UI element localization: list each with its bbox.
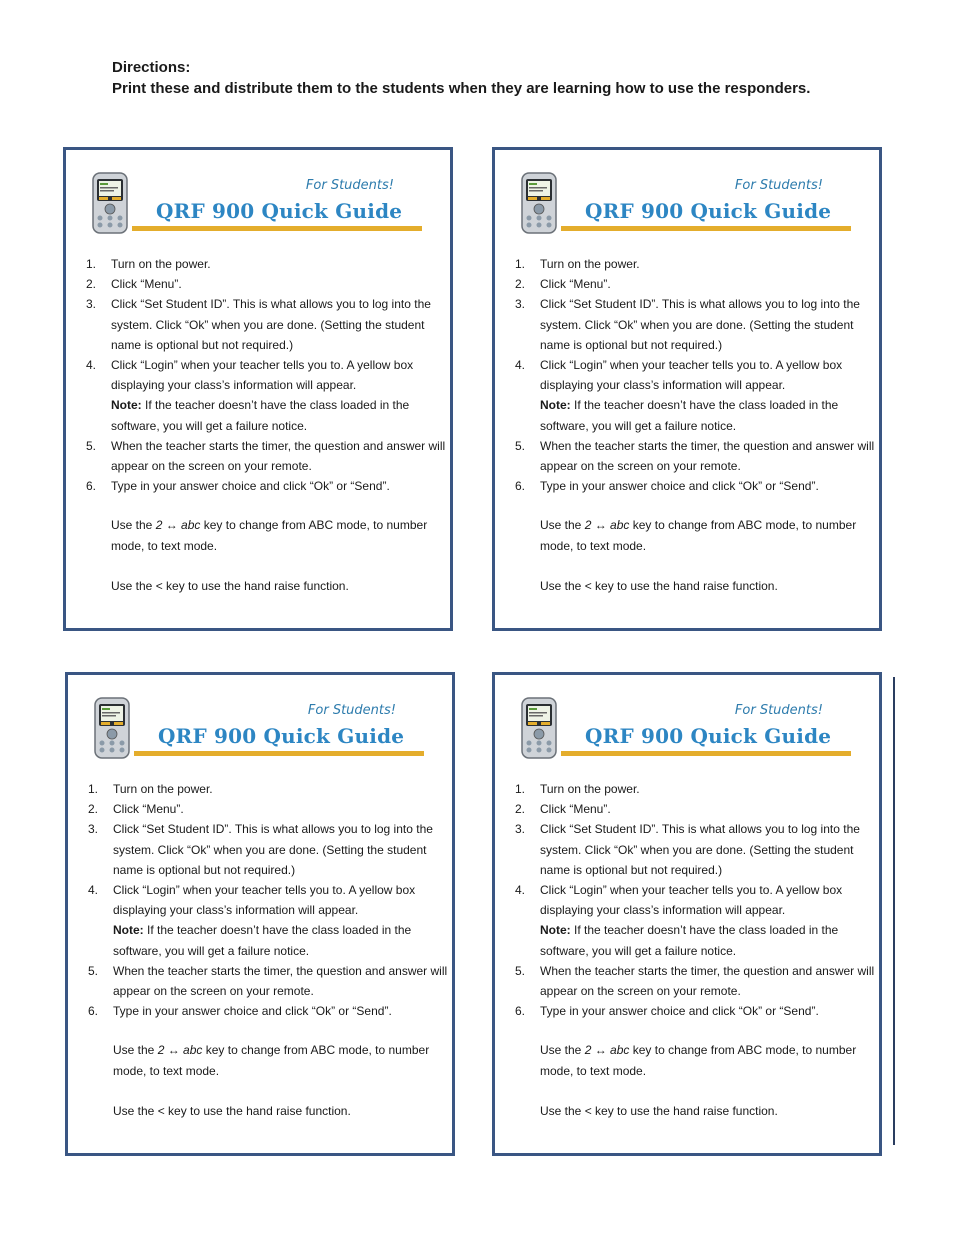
card-header bbox=[86, 170, 422, 236]
card-title: QRF 900 Quick Guide bbox=[156, 199, 403, 223]
phone-icon bbox=[518, 697, 560, 759]
title-underline bbox=[561, 751, 851, 756]
card-tagline: For Students! bbox=[734, 178, 823, 193]
list-item: 4. Click “Login” when your teacher tells you to. A yellow box displaying your class’s information will appear. Note: If the teacher doesn’t have the class loaded in the software, you will get a failure notice. bbox=[88, 883, 416, 958]
steps-list bbox=[86, 254, 448, 597]
card-title: QRF 900 Quick Guide bbox=[585, 199, 832, 223]
phone-icon bbox=[91, 697, 133, 759]
phone-icon bbox=[518, 172, 560, 234]
note-text: If the teacher doesn’t have the class loaded in the software, you will get a failure notice. bbox=[540, 923, 839, 958]
mode-key-hint: Use the 2 ↔ abc key to change from ABC mode, to number mode, to text mode. bbox=[111, 518, 428, 554]
list-item: 6. Type in your answer choice and click “Ok” or “Send”. bbox=[88, 1004, 392, 1019]
list-item: 2. Click “Menu”. bbox=[86, 277, 182, 292]
card-title: QRF 900 Quick Guide bbox=[158, 724, 405, 748]
list-item: 1. Turn on the power. bbox=[86, 257, 211, 271]
list-item: 5. When the teacher starts the timer, the question and answer will appear on the screen on your remote. bbox=[515, 963, 875, 999]
note-label: Note: bbox=[113, 923, 144, 938]
directions bbox=[112, 57, 912, 99]
note-text: If the teacher doesn’t have the class loaded in the software, you will get a failure notice. bbox=[540, 398, 839, 433]
list-item: 5. When the teacher starts the timer, the question and answer will appear on the screen on your remote. bbox=[86, 438, 446, 474]
list-item: 1. Turn on the power. bbox=[515, 782, 640, 796]
hand-raise-hint: Use the < key to use the hand raise function. bbox=[111, 579, 349, 594]
directions-heading: Directions: bbox=[112, 59, 191, 76]
list-item: 4. Click “Login” when your teacher tells you to. A yellow box displaying your class’s information will appear. Note: If the teacher doesn’t have the class loaded in the software, you will get a failure notice. bbox=[515, 358, 843, 433]
quick-guide-card bbox=[492, 672, 882, 1156]
list-item: 6. Type in your answer choice and click “Ok” or “Send”. bbox=[515, 1004, 819, 1019]
list-item: 6. Type in your answer choice and click “Ok” or “Send”. bbox=[86, 479, 390, 494]
list-item: 2. Click “Menu”. bbox=[88, 802, 184, 817]
card-header bbox=[515, 170, 851, 236]
list-item: 3. Click “Set Student ID”. This is what allows you to log into the system. Click “Ok” when you are done. (Setting the student name is optional but not required.) bbox=[515, 297, 860, 352]
note-label: Note: bbox=[111, 398, 142, 413]
list-item: 5. When the teacher starts the timer, the question and answer will appear on the screen on your remote. bbox=[515, 438, 875, 474]
quick-guide-card bbox=[492, 147, 882, 631]
title-underline bbox=[132, 226, 422, 231]
list-item: 4. Click “Login” when your teacher tells you to. A yellow box displaying your class’s information will appear. Note: If the teacher doesn’t have the class loaded in the software, you will get a failure notice. bbox=[86, 358, 414, 433]
note-text: If the teacher doesn’t have the class loaded in the software, you will get a failure notice. bbox=[111, 398, 410, 433]
quick-guide-card bbox=[63, 147, 453, 631]
list-item: 3. Click “Set Student ID”. This is what allows you to log into the system. Click “Ok” when you are done. (Setting the student name is optional but not required.) bbox=[88, 822, 433, 877]
card-header bbox=[88, 695, 424, 761]
steps-list bbox=[88, 779, 450, 1122]
phone-icon bbox=[89, 172, 131, 234]
list-item: 3. Click “Set Student ID”. This is what allows you to log into the system. Click “Ok” when you are done. (Setting the student name is optional but not required.) bbox=[86, 297, 431, 352]
note-label: Note: bbox=[540, 398, 571, 413]
hand-raise-hint: Use the < key to use the hand raise function. bbox=[540, 1104, 778, 1119]
hand-raise-hint: Use the < key to use the hand raise function. bbox=[540, 579, 778, 594]
card-tagline: For Students! bbox=[734, 703, 823, 718]
list-item: 1. Turn on the power. bbox=[88, 782, 213, 796]
directions-text: Print these and distribute them to the students when they are learning how to use the responders. bbox=[112, 80, 811, 97]
note-text: If the teacher doesn’t have the class loaded in the software, you will get a failure notice. bbox=[113, 923, 412, 958]
card-tagline: For Students! bbox=[307, 703, 396, 718]
mode-key-hint: Use the 2 ↔ abc key to change from ABC mode, to number mode, to text mode. bbox=[540, 1043, 857, 1079]
list-item: 2. Click “Menu”. bbox=[515, 802, 611, 817]
steps-list bbox=[515, 254, 877, 597]
title-underline bbox=[561, 226, 851, 231]
title-underline bbox=[134, 751, 424, 756]
note-label: Note: bbox=[540, 923, 571, 938]
list-item: 6. Type in your answer choice and click “Ok” or “Send”. bbox=[515, 479, 819, 494]
mode-key-hint: Use the 2 ↔ abc key to change from ABC mode, to number mode, to text mode. bbox=[113, 1043, 430, 1079]
list-item: 5. When the teacher starts the timer, the question and answer will appear on the screen on your remote. bbox=[88, 963, 448, 999]
hand-raise-hint: Use the < key to use the hand raise function. bbox=[113, 1104, 351, 1119]
list-item: 4. Click “Login” when your teacher tells you to. A yellow box displaying your class’s information will appear. Note: If the teacher doesn’t have the class loaded in the software, you will get a failure notice. bbox=[515, 883, 843, 958]
card-tagline: For Students! bbox=[305, 178, 394, 193]
quick-guide-card bbox=[65, 672, 455, 1156]
list-item: 2. Click “Menu”. bbox=[515, 277, 611, 292]
card-title: QRF 900 Quick Guide bbox=[585, 724, 832, 748]
side-divider bbox=[893, 677, 895, 1145]
list-item: 3. Click “Set Student ID”. This is what allows you to log into the system. Click “Ok” when you are done. (Setting the student name is optional but not required.) bbox=[515, 822, 860, 877]
list-item: 1. Turn on the power. bbox=[515, 257, 640, 271]
steps-list bbox=[515, 779, 877, 1122]
card-header bbox=[515, 695, 851, 761]
mode-key-hint: Use the 2 ↔ abc key to change from ABC mode, to number mode, to text mode. bbox=[540, 518, 857, 554]
